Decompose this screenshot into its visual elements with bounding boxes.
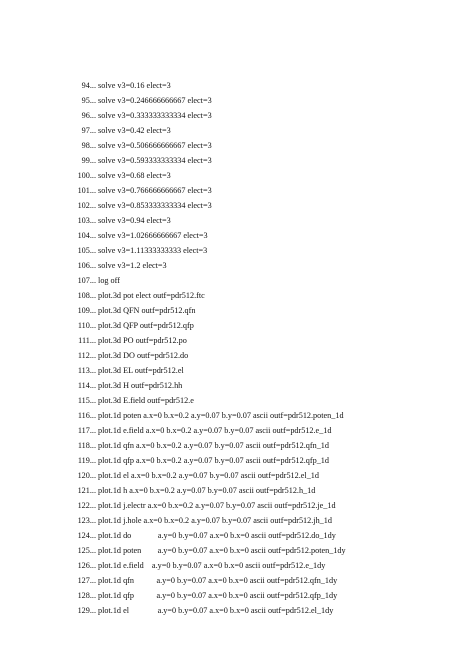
line-number: 97... <box>81 126 96 135</box>
line-number: 122... <box>77 501 96 510</box>
line-text: log off <box>96 276 120 285</box>
line-text: solve v3=1.02666666667 elect=3 <box>96 231 208 240</box>
line-number: 125... <box>77 546 96 555</box>
log-line <box>72 438 472 453</box>
line-text: plot.1d qfp a.x=0 b.x=0.2 a.y=0.07 b.y=0.07 ascii outf=pdr512.qfp_1d <box>96 456 329 465</box>
line-text: solve v3=1.2 elect=3 <box>96 261 167 270</box>
log-line <box>72 303 472 318</box>
log-line <box>72 558 472 573</box>
line-text: plot.1d h a.x=0 b.x=0.2 a.y=0.07 b.y=0.07 ascii outf=pdr512.h_1d <box>96 486 316 495</box>
line-number: 94... <box>81 81 96 90</box>
log-line <box>72 393 472 408</box>
log-line <box>72 498 472 513</box>
line-text: plot.3d E.field outf=pdr512.e <box>96 396 194 405</box>
log-line <box>72 528 472 543</box>
line-number: 112... <box>77 351 96 360</box>
log-line <box>72 318 472 333</box>
log-line <box>72 108 472 123</box>
line-text: solve v3=0.853333333334 elect=3 <box>96 201 212 210</box>
log-line <box>72 588 472 603</box>
line-number: 106... <box>77 261 96 270</box>
line-text: plot.3d QFN outf=pdr512.qfn <box>96 306 196 315</box>
line-text: plot.1d poten a.y=0 b.y=0.07 a.x=0 b.x=0 ascii outf=pdr512.poten_1dy <box>96 546 346 555</box>
line-text: plot.3d DO outf=pdr512.do <box>96 351 189 360</box>
log-line <box>72 543 472 558</box>
line-number: 104... <box>77 231 96 240</box>
line-text: solve v3=0.766666666667 elect=3 <box>96 186 212 195</box>
line-number: 121... <box>77 486 96 495</box>
log-line <box>72 363 472 378</box>
line-number: 123... <box>77 516 96 525</box>
line-text: solve v3=0.94 elect=3 <box>96 216 171 225</box>
line-text: plot.1d do a.y=0 b.y=0.07 a.x=0 b.x=0 ascii outf=pdr512.do_1dy <box>96 531 336 540</box>
line-text: plot.1d e.field a.y=0 b.y=0.07 a.x=0 b.x=0 ascii outf=pdr512.e_1dy <box>96 561 326 570</box>
line-text: plot.1d el a.y=0 b.y=0.07 a.x=0 b.x=0 ascii outf=pdr512.el_1dy <box>96 606 334 615</box>
line-number: 120... <box>77 471 96 480</box>
line-text: plot.3d EL outf=pdr512.el <box>96 366 184 375</box>
line-text: plot.3d PO outf=pdr512.po <box>96 336 187 345</box>
line-text: plot.1d qfn a.x=0 b.x=0.2 a.y=0.07 b.y=0.07 ascii outf=pdr512.qfn_1d <box>96 441 329 450</box>
log-line <box>72 198 472 213</box>
line-number: 117... <box>77 426 96 435</box>
log-line <box>72 228 472 243</box>
log-line <box>72 483 472 498</box>
line-text: plot.1d j.electr a.x=0 b.x=0.2 a.y=0.07 b.y=0.07 ascii outf=pdr512.je_1d <box>96 501 336 510</box>
log-line <box>72 348 472 363</box>
log-line <box>72 603 472 618</box>
log-line <box>72 123 472 138</box>
line-number: 113... <box>77 366 96 375</box>
line-number: 95... <box>81 96 96 105</box>
line-number: 101... <box>77 186 96 195</box>
log-line <box>72 468 472 483</box>
log-line <box>72 243 472 258</box>
line-text: solve v3=0.333333333334 elect=3 <box>96 111 212 120</box>
log-line <box>72 423 472 438</box>
log-line <box>72 78 472 93</box>
line-number: 110... <box>77 321 96 330</box>
log-line <box>72 153 472 168</box>
line-number: 105... <box>77 246 96 255</box>
line-text: plot.1d e.field a.x=0 b.x=0.2 a.y=0.07 b.y=0.07 ascii outf=pdr512.e_1d <box>96 426 332 435</box>
line-number: 119... <box>77 456 96 465</box>
line-number: 107... <box>77 276 96 285</box>
log-line <box>72 453 472 468</box>
line-number: 115... <box>77 396 96 405</box>
line-number: 118... <box>77 441 96 450</box>
log-line <box>72 378 472 393</box>
line-number: 111... <box>78 336 96 345</box>
line-number: 100... <box>77 171 96 180</box>
line-text: solve v3=0.593333333334 elect=3 <box>96 156 212 165</box>
line-number: 96... <box>81 111 96 120</box>
log-line <box>72 183 472 198</box>
line-number: 109... <box>77 306 96 315</box>
line-number: 108... <box>77 291 96 300</box>
line-text: solve v3=1.11333333333 elect=3 <box>96 246 208 255</box>
line-text: solve v3=0.16 elect=3 <box>96 81 171 90</box>
log-line <box>72 93 472 108</box>
line-text: plot.1d j.hole a.x=0 b.x=0.2 a.y=0.07 b.y=0.07 ascii outf=pdr512.jh_1d <box>96 516 332 525</box>
log-line <box>72 408 472 423</box>
line-number: 103... <box>77 216 96 225</box>
line-text: plot.1d el a.x=0 b.x=0.2 a.y=0.07 b.y=0.07 ascii outf=pdr512.el_1d <box>96 471 319 480</box>
log-line <box>72 288 472 303</box>
log-line <box>72 333 472 348</box>
line-number: 127... <box>77 576 96 585</box>
command-log <box>72 78 472 618</box>
log-line <box>72 273 472 288</box>
line-text: plot.3d QFP outf=pdr512.qfp <box>96 321 194 330</box>
line-number: 128... <box>77 591 96 600</box>
line-number: 114... <box>77 381 96 390</box>
line-number: 99... <box>81 156 96 165</box>
log-line <box>72 258 472 273</box>
line-number: 126... <box>77 561 96 570</box>
line-number: 116... <box>77 411 96 420</box>
line-text: solve v3=0.42 elect=3 <box>96 126 171 135</box>
line-number: 102... <box>77 201 96 210</box>
log-line <box>72 138 472 153</box>
line-text: plot.3d pot elect outf=pdr512.ftc <box>96 291 205 300</box>
log-line <box>72 213 472 228</box>
line-text: solve v3=0.506666666667 elect=3 <box>96 141 212 150</box>
line-text: solve v3=0.246666666667 elect=3 <box>96 96 212 105</box>
log-line <box>72 513 472 528</box>
line-text: solve v3=0.68 elect=3 <box>96 171 171 180</box>
log-line <box>72 168 472 183</box>
line-number: 98... <box>81 141 96 150</box>
line-text: plot.3d H outf=pdr512.hh <box>96 381 183 390</box>
log-line <box>72 573 472 588</box>
line-number: 129... <box>77 606 96 615</box>
line-number: 124... <box>77 531 96 540</box>
line-text: plot.1d qfp a.y=0 b.y=0.07 a.x=0 b.x=0 ascii outf=pdr512.qfp_1dy <box>96 591 338 600</box>
line-text: plot.1d poten a.x=0 b.x=0.2 a.y=0.07 b.y=0.07 ascii outf=pdr512.poten_1d <box>96 411 344 420</box>
line-text: plot.1d qfn a.y=0 b.y=0.07 a.x=0 b.x=0 ascii outf=pdr512.qfn_1dy <box>96 576 338 585</box>
